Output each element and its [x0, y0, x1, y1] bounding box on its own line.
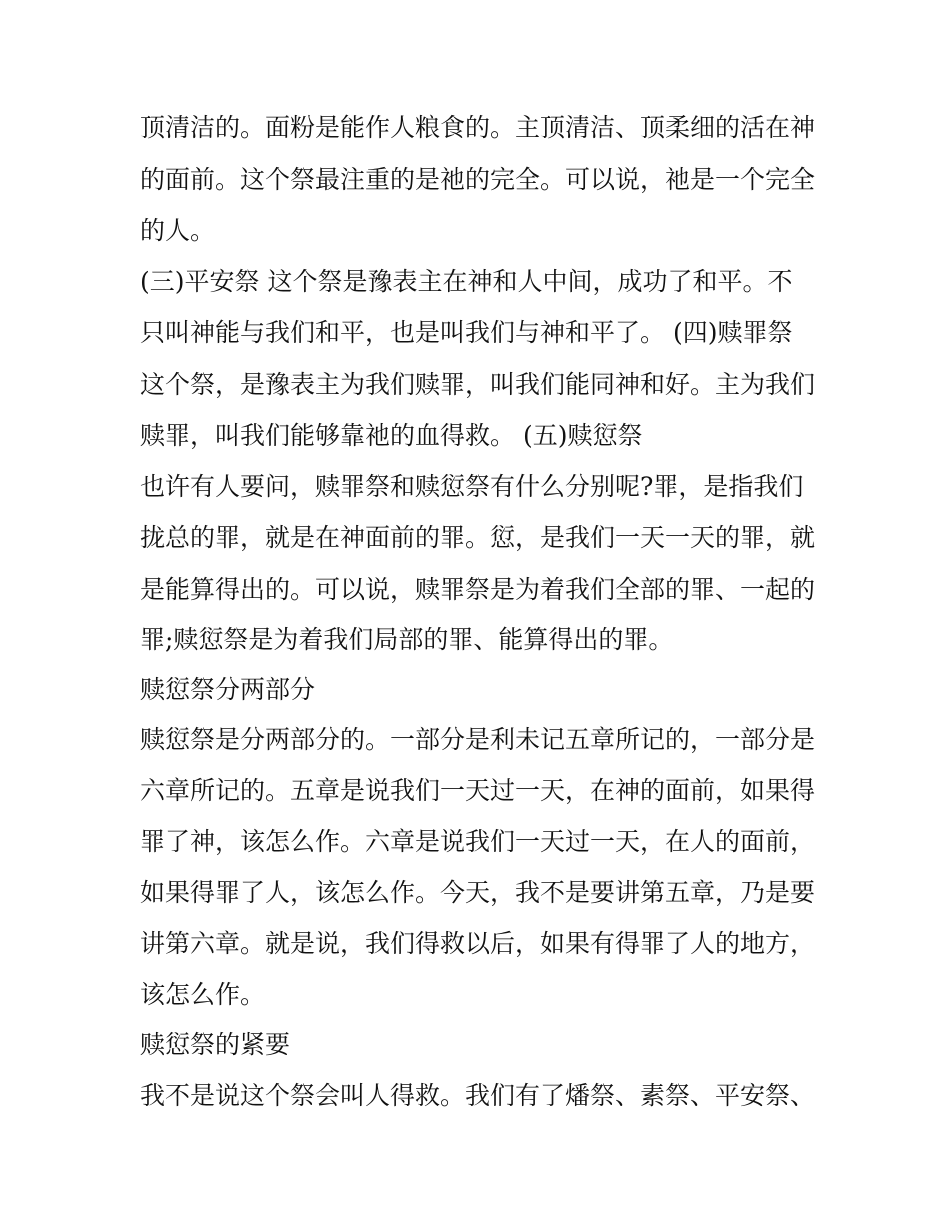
text-line: 顶清洁的。面粉是能作人粮食的。主顶清洁、顶柔细的活在神 [140, 113, 816, 142]
section-heading: 赎愆祭的紧要 [140, 1030, 291, 1059]
text-line: 我不是说这个祭会叫人得救。我们有了燔祭、素祭、平安祭、 [140, 1081, 816, 1110]
text-line: 只叫神能与我们和平，也是叫我们与神和平了。 (四)赎罪祭 [140, 318, 793, 347]
text-line: 这个祭，是豫表主为我们赎罪，叫我们能同神和好。主为我们 [140, 370, 816, 399]
text-line: 罪了神，该怎么作。六章是说我们一天过一天，在人的面前， [140, 827, 816, 856]
text-line: 的面前。这个祭最注重的是祂的完全。可以说，祂是一个完全 [140, 165, 816, 194]
text-line: 讲第六章。就是说，我们得救以后，如果有得罪了人的地方， [140, 929, 816, 958]
text-line: 六章所记的。五章是说我们一天过一天，在神的面前，如果得 [140, 776, 816, 805]
section-heading: 赎愆祭分两部分 [140, 675, 316, 704]
text-line: 的人。 [140, 216, 216, 245]
text-line: 拢总的罪，就是在神面前的罪。愆，是我们一天一天的罪，就 [140, 523, 816, 552]
text-line: 该怎么作。 [140, 980, 266, 1009]
text-line: 赎愆祭是分两部分的。一部分是利未记五章所记的，一部分是 [140, 725, 816, 754]
section-heading-line: (三)平安祭 这个祭是豫表主在神和人中间，成功了和平。不 [140, 267, 793, 296]
text-line: 罪;赎愆祭是为着我们局部的罪、能算得出的罪。 [140, 625, 674, 654]
text-line: 是能算得出的。可以说，赎罪祭是为着我们全部的罪、一起的 [140, 575, 816, 604]
text-line: 如果得罪了人，该怎么作。今天，我不是要讲第五章，乃是要 [140, 878, 816, 907]
text-line: 赎罪，叫我们能够靠祂的血得救。 (五)赎愆祭 [140, 421, 643, 450]
text-line: 也许有人要问，赎罪祭和赎愆祭有什么分别呢?罪，是指我们 [140, 472, 804, 501]
